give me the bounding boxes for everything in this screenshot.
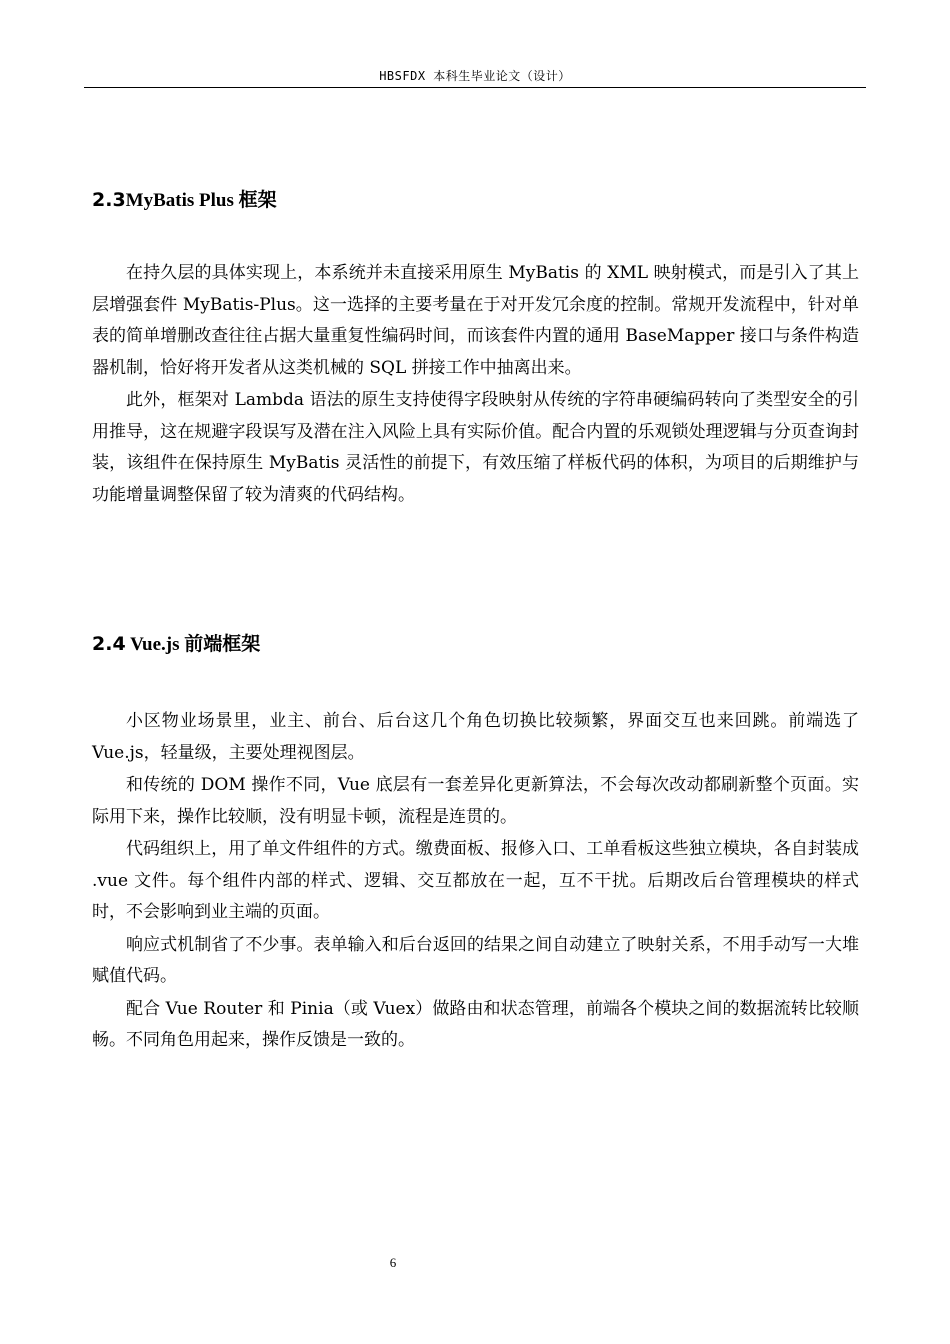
body-paragraph: 响应式机制省了不少事。表单输入和后台返回的结果之间自动建立了映射关系，不用手动写一大堆赋值代码。 [92,934,859,986]
section-title: Vue.js 前端框架 [125,634,261,655]
section-heading-2-3 [92,188,277,213]
page-number: 6 [389,1255,397,1270]
body-paragraph: 代码组织上，用了单文件组件的方式。缴费面板、报修入口、工单看板这些独立模块，各自封装成 .vue 文件。每个组件内部的样式、逻辑、交互都放在一起，互不干扰。后期改后台管理模块的样式时，不会影响到业主端的页面。 [92,839,859,922]
body-paragraph: 和传统的 DOM 操作不同，Vue 底层有一套差异化更新算法，不会每次改动都刷新整个页面。实际用下来，操作比较顺，没有明显卡顿，流程是连贯的。 [92,775,859,827]
section-body-2-3 [92,258,859,511]
body-paragraph: 此外，框架对 Lambda 语法的原生支持使得字段映射从传统的字符串硬编码转向了类型安全的引用推导，这在规避字段误写及潜在注入风险上具有实际价值。配合内置的乐观锁处理逻辑与分页查询封装，该组件在保持原生 MyBatis 灵活性的前提下，有效压缩了样板代码的体积，为项目的后期维护与功能增量调整保留了较为清爽的代码结构。 [92,390,859,505]
section-body-2-4 [92,706,859,1057]
body-paragraph: 小区物业场景里，业主、前台、后台这几个角色切换比较频繁，界面交互也来回跳。前端选了 Vue.js，轻量级，主要处理视图层。 [92,711,859,763]
section-title: MyBatis Plus 框架 [125,190,277,211]
body-paragraph: 配合 Vue Router 和 Pinia（或 Vuex）做路由和状态管理，前端各个模块之间的数据流转比较顺畅。不同角色用起来，操作反馈是一致的。 [92,998,859,1050]
running-header: HBSFDX 本科生毕业论文（设计） [379,69,571,83]
section-number: 2.4 [92,633,126,655]
section-number: 2.3 [92,189,126,211]
body-paragraph: 在持久层的具体实现上，本系统并未直接采用原生 MyBatis 的 XML 映射模式，而是引入了其上层增强套件 MyBatis-Plus。这一选择的主要考量在于对开发冗余度的控制。常规开发流程中，针对单表的简单增删改查往往占据大量重复性编码时间，而该套件内置的通用 BaseMapper 接口与条件构造器机制，恰好将开发者从这类机械的 SQL 拼接工作中抽离出来。 [92,263,859,378]
section-heading-2-4 [92,632,260,657]
header-rule [84,87,866,88]
